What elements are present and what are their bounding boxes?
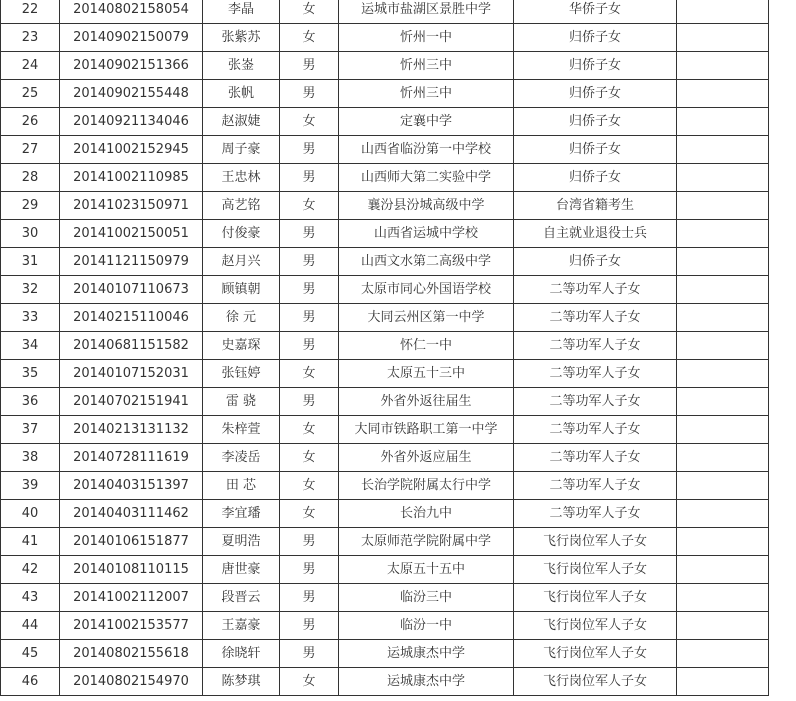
cell-note [677,472,769,500]
cell-sex: 女 [280,192,339,220]
cell-seq: 27 [1,136,60,164]
table-row [1,416,769,444]
table-row [1,528,769,556]
cell-note [677,444,769,472]
cell-school: 忻州一中 [339,24,514,52]
cell-school: 太原市同心外国语学校 [339,276,514,304]
cell-name: 张钰婷 [203,360,280,388]
cell-name: 张崟 [203,52,280,80]
cell-exam-id: 20140106151877 [60,528,203,556]
cell-category: 二等功军人子女 [514,360,677,388]
cell-school: 运城市盐湖区景胜中学 [339,0,514,24]
cell-name: 唐世豪 [203,556,280,584]
cell-name: 雷 骁 [203,388,280,416]
cell-sex: 男 [280,164,339,192]
cell-school: 外省外返往届生 [339,388,514,416]
cell-exam-id: 20141002150051 [60,220,203,248]
cell-seq: 37 [1,416,60,444]
cell-note [677,304,769,332]
cell-exam-id: 20141002112007 [60,584,203,612]
cell-exam-id: 20140403111462 [60,500,203,528]
cell-category: 归侨子女 [514,136,677,164]
cell-sex: 女 [280,108,339,136]
cell-category: 飞行岗位军人子女 [514,640,677,668]
table-row [1,444,769,472]
cell-name: 周子豪 [203,136,280,164]
cell-name: 夏明浩 [203,528,280,556]
table-row [1,0,769,24]
table-row [1,304,769,332]
cell-school: 太原五十五中 [339,556,514,584]
cell-exam-id: 20141002153577 [60,612,203,640]
cell-seq: 33 [1,304,60,332]
cell-sex: 女 [280,24,339,52]
cell-seq: 39 [1,472,60,500]
cell-seq: 36 [1,388,60,416]
table-row [1,668,769,696]
cell-note [677,0,769,24]
cell-school: 山西文水第二高级中学 [339,248,514,276]
table-row [1,164,769,192]
cell-sex: 男 [280,136,339,164]
table-row [1,192,769,220]
table-row [1,500,769,528]
cell-category: 二等功军人子女 [514,500,677,528]
cell-school: 临汾三中 [339,584,514,612]
cell-seq: 25 [1,80,60,108]
cell-exam-id: 20140802158054 [60,0,203,24]
cell-note [677,500,769,528]
cell-exam-id: 20141002152945 [60,136,203,164]
cell-exam-id: 20140902155448 [60,80,203,108]
cell-seq: 44 [1,612,60,640]
cell-name: 张紫苏 [203,24,280,52]
cell-name: 李凌岳 [203,444,280,472]
cell-school: 大同云州区第一中学 [339,304,514,332]
cell-category: 二等功军人子女 [514,444,677,472]
cell-seq: 41 [1,528,60,556]
cell-sex: 男 [280,640,339,668]
cell-seq: 46 [1,668,60,696]
cell-category: 归侨子女 [514,24,677,52]
cell-seq: 43 [1,584,60,612]
cell-name: 高艺铭 [203,192,280,220]
cell-exam-id: 20140802155618 [60,640,203,668]
cell-school: 太原师范学院附属中学 [339,528,514,556]
cell-name: 徐晓轩 [203,640,280,668]
cell-sex: 女 [280,668,339,696]
cell-school: 长治九中 [339,500,514,528]
cell-seq: 23 [1,24,60,52]
cell-note [677,640,769,668]
cell-exam-id: 20140107152031 [60,360,203,388]
cell-seq: 31 [1,248,60,276]
cell-sex: 女 [280,416,339,444]
cell-category: 飞行岗位军人子女 [514,612,677,640]
table-row [1,136,769,164]
cell-name: 顾镇朝 [203,276,280,304]
cell-name: 赵淑婕 [203,108,280,136]
table-row [1,220,769,248]
cell-sex: 女 [280,0,339,24]
cell-note [677,388,769,416]
cell-school: 山西省运城中学校 [339,220,514,248]
cell-name: 王嘉豪 [203,612,280,640]
cell-note [677,332,769,360]
cell-exam-id: 20140728111619 [60,444,203,472]
cell-exam-id: 20140902151366 [60,52,203,80]
cell-sex: 男 [280,276,339,304]
cell-category: 飞行岗位军人子女 [514,584,677,612]
cell-exam-id: 20140902150079 [60,24,203,52]
cell-note [677,360,769,388]
cell-exam-id: 20141023150971 [60,192,203,220]
cell-note [677,80,769,108]
cell-category: 归侨子女 [514,164,677,192]
cell-school: 长治学院附属太行中学 [339,472,514,500]
cell-sex: 男 [280,332,339,360]
cell-note [677,556,769,584]
cell-note [677,52,769,80]
cell-seq: 42 [1,556,60,584]
cell-category: 归侨子女 [514,108,677,136]
cell-school: 大同市铁路职工第一中学 [339,416,514,444]
table-row [1,80,769,108]
cell-seq: 32 [1,276,60,304]
cell-name: 李晶 [203,0,280,24]
cell-sex: 男 [280,248,339,276]
table-row [1,332,769,360]
cell-seq: 40 [1,500,60,528]
table-row [1,248,769,276]
cell-category: 二等功军人子女 [514,276,677,304]
cell-seq: 26 [1,108,60,136]
cell-name: 张帆 [203,80,280,108]
cell-seq: 45 [1,640,60,668]
cell-category: 二等功军人子女 [514,416,677,444]
cell-exam-id: 20140213131132 [60,416,203,444]
cell-school: 临汾一中 [339,612,514,640]
table-row [1,640,769,668]
cell-category: 台湾省籍考生 [514,192,677,220]
cell-category: 自主就业退役士兵 [514,220,677,248]
cell-name: 朱梓萱 [203,416,280,444]
cell-note [677,528,769,556]
table-row [1,108,769,136]
cell-exam-id: 20140107110673 [60,276,203,304]
cell-category: 飞行岗位军人子女 [514,528,677,556]
roster-body [1,0,769,696]
cell-seq: 24 [1,52,60,80]
cell-exam-id: 20141002110985 [60,164,203,192]
cell-category: 二等功军人子女 [514,304,677,332]
cell-note [677,416,769,444]
cell-school: 忻州三中 [339,52,514,80]
cell-school: 山西省临汾第一中学校 [339,136,514,164]
cell-note [677,136,769,164]
cell-seq: 22 [1,0,60,24]
table-row [1,472,769,500]
cell-exam-id: 20140403151397 [60,472,203,500]
cell-note [677,612,769,640]
cell-sex: 女 [280,360,339,388]
cell-note [677,668,769,696]
cell-school: 运城康杰中学 [339,668,514,696]
cell-name: 付俊豪 [203,220,280,248]
cell-note [677,192,769,220]
cell-sex: 男 [280,556,339,584]
cell-category: 华侨子女 [514,0,677,24]
cell-category: 二等功军人子女 [514,388,677,416]
cell-sex: 男 [280,388,339,416]
cell-name: 徐 元 [203,304,280,332]
table-row [1,52,769,80]
cell-exam-id: 20140215110046 [60,304,203,332]
cell-category: 归侨子女 [514,52,677,80]
cell-note [677,220,769,248]
cell-exam-id: 20141121150979 [60,248,203,276]
cell-seq: 30 [1,220,60,248]
cell-note [677,276,769,304]
cell-school: 山西师大第二实验中学 [339,164,514,192]
cell-sex: 男 [280,304,339,332]
cell-sex: 女 [280,500,339,528]
cell-school: 定襄中学 [339,108,514,136]
cell-seq: 35 [1,360,60,388]
cell-name: 赵月兴 [203,248,280,276]
cell-exam-id: 20140802154970 [60,668,203,696]
table-row [1,276,769,304]
cell-sex: 男 [280,612,339,640]
cell-name: 段晋云 [203,584,280,612]
cell-sex: 女 [280,444,339,472]
cell-school: 外省外返应届生 [339,444,514,472]
cell-school: 运城康杰中学 [339,640,514,668]
cell-exam-id: 20140702151941 [60,388,203,416]
cell-category: 二等功军人子女 [514,332,677,360]
cell-category: 二等功军人子女 [514,472,677,500]
cell-note [677,24,769,52]
cell-name: 李宜璠 [203,500,280,528]
cell-sex: 男 [280,584,339,612]
cell-seq: 38 [1,444,60,472]
cell-exam-id: 20140108110115 [60,556,203,584]
cell-category: 飞行岗位军人子女 [514,556,677,584]
table-row [1,612,769,640]
cell-school: 襄汾县汾城高级中学 [339,192,514,220]
cell-note [677,248,769,276]
cell-sex: 男 [280,52,339,80]
cell-school: 忻州三中 [339,80,514,108]
cell-category: 飞行岗位军人子女 [514,668,677,696]
cell-name: 史嘉琛 [203,332,280,360]
cell-exam-id: 20140681151582 [60,332,203,360]
cell-school: 太原五十三中 [339,360,514,388]
cell-category: 归侨子女 [514,80,677,108]
cell-seq: 28 [1,164,60,192]
cell-name: 王忠林 [203,164,280,192]
cell-name: 陈梦琪 [203,668,280,696]
table-row [1,24,769,52]
cell-note [677,164,769,192]
table-row [1,360,769,388]
cell-sex: 女 [280,472,339,500]
cell-sex: 男 [280,220,339,248]
table-row [1,556,769,584]
cell-sex: 男 [280,80,339,108]
table-row [1,584,769,612]
cell-seq: 29 [1,192,60,220]
cell-name: 田 芯 [203,472,280,500]
cell-exam-id: 20140921134046 [60,108,203,136]
cell-sex: 男 [280,528,339,556]
cell-seq: 34 [1,332,60,360]
cell-note [677,584,769,612]
cell-note [677,108,769,136]
cell-category: 归侨子女 [514,248,677,276]
table-row [1,388,769,416]
cell-school: 怀仁一中 [339,332,514,360]
